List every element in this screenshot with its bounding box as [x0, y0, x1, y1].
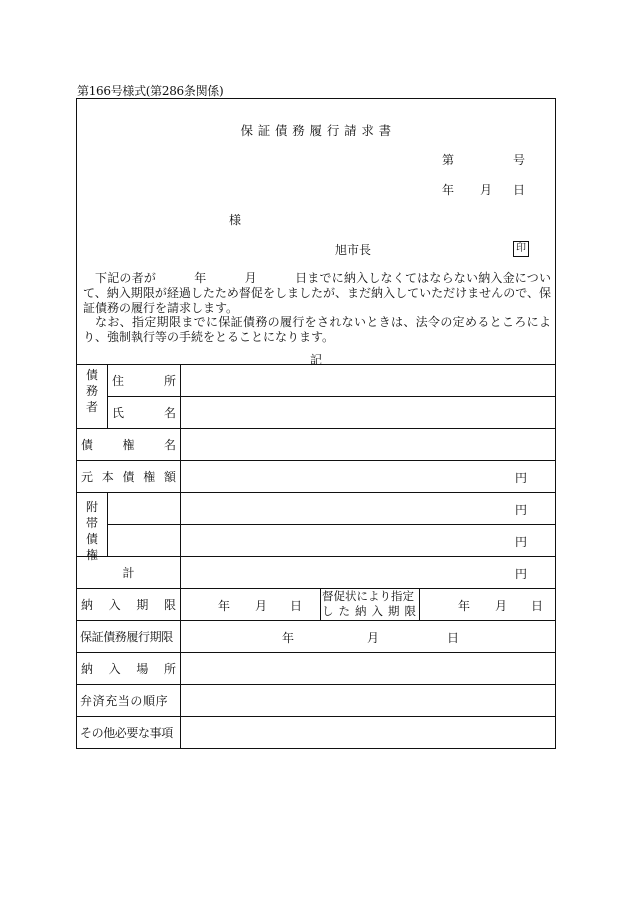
g-month: 月 — [367, 631, 380, 645]
body-p1-lead: 下記の者が — [95, 271, 157, 285]
name-label: 氏 名 — [112, 405, 176, 420]
other-field[interactable] — [181, 716, 555, 748]
due-year: 年 — [218, 599, 231, 613]
ki-label: 記 — [309, 353, 322, 367]
attached-label: 附帯債権 — [85, 500, 98, 562]
body-p2: なお、指定期限までに保証債務の履行をされないときは、法令の定めるところにより、強制執行等の手続をとることになります。 — [83, 315, 551, 345]
order-field[interactable] — [181, 684, 555, 716]
debtor-label: 債務者 — [85, 368, 98, 414]
date-day: 日 — [513, 183, 526, 197]
other-label: その他必要な事項 — [80, 725, 173, 740]
place-label: 納 入 場 所 — [81, 661, 176, 676]
attached-item-1[interactable] — [108, 492, 180, 524]
attached-item-2[interactable] — [108, 524, 180, 556]
form-label: 第166号様式(第286条関係) — [77, 84, 224, 98]
attached-yen-1: 円 — [515, 503, 528, 517]
document-title: 保 証 債 務 履 行 請 求 書 — [240, 123, 392, 138]
body-p1-rest: 日までに納入しなくてはならない納入金について、納入期限が経過したため督促をしましたが、まだ納入していただけませんので、保証債務の履行を請求します。 — [83, 271, 551, 315]
guarantee-label: 保証債務履行期限 — [80, 629, 173, 644]
dun-month: 月 — [495, 599, 508, 613]
request-sheet — [76, 98, 556, 749]
principal-yen: 円 — [515, 471, 528, 485]
date-month: 月 — [480, 183, 493, 197]
date-year: 年 — [442, 183, 455, 197]
due-day: 日 — [290, 599, 303, 613]
attached-yen-2: 円 — [515, 535, 528, 549]
issuer-name: 旭市長 — [335, 243, 372, 257]
order-label: 弁済充当の順序 — [80, 693, 169, 708]
body-p1-year: 年 — [194, 271, 207, 285]
addressee-sama: 様 — [229, 213, 242, 227]
dunning-label: 督促状により指定 し た 納 入 期 限 — [322, 589, 416, 618]
request-body — [83, 271, 551, 345]
claim-name-field[interactable] — [181, 428, 555, 460]
name-field[interactable] — [181, 396, 555, 428]
address-field[interactable] — [181, 364, 555, 396]
address-label: 住 所 — [112, 373, 176, 388]
seal-mark: 印 — [513, 241, 529, 257]
number-go: 号 — [513, 153, 526, 167]
total-label: 計 — [122, 565, 135, 580]
place-field[interactable] — [181, 652, 555, 684]
claim-name-label: 債 権 名 — [81, 437, 176, 452]
principal-label: 元 本 債 権 額 — [81, 469, 176, 484]
g-day: 日 — [447, 631, 460, 645]
g-year: 年 — [282, 631, 295, 645]
total-yen: 円 — [515, 567, 528, 581]
number-dai: 第 — [442, 153, 455, 167]
due-label: 納 入 期 限 — [81, 597, 176, 612]
due-month: 月 — [255, 599, 268, 613]
dun-day: 日 — [531, 599, 544, 613]
dun-year: 年 — [458, 599, 471, 613]
body-p1-month: 月 — [244, 271, 257, 285]
